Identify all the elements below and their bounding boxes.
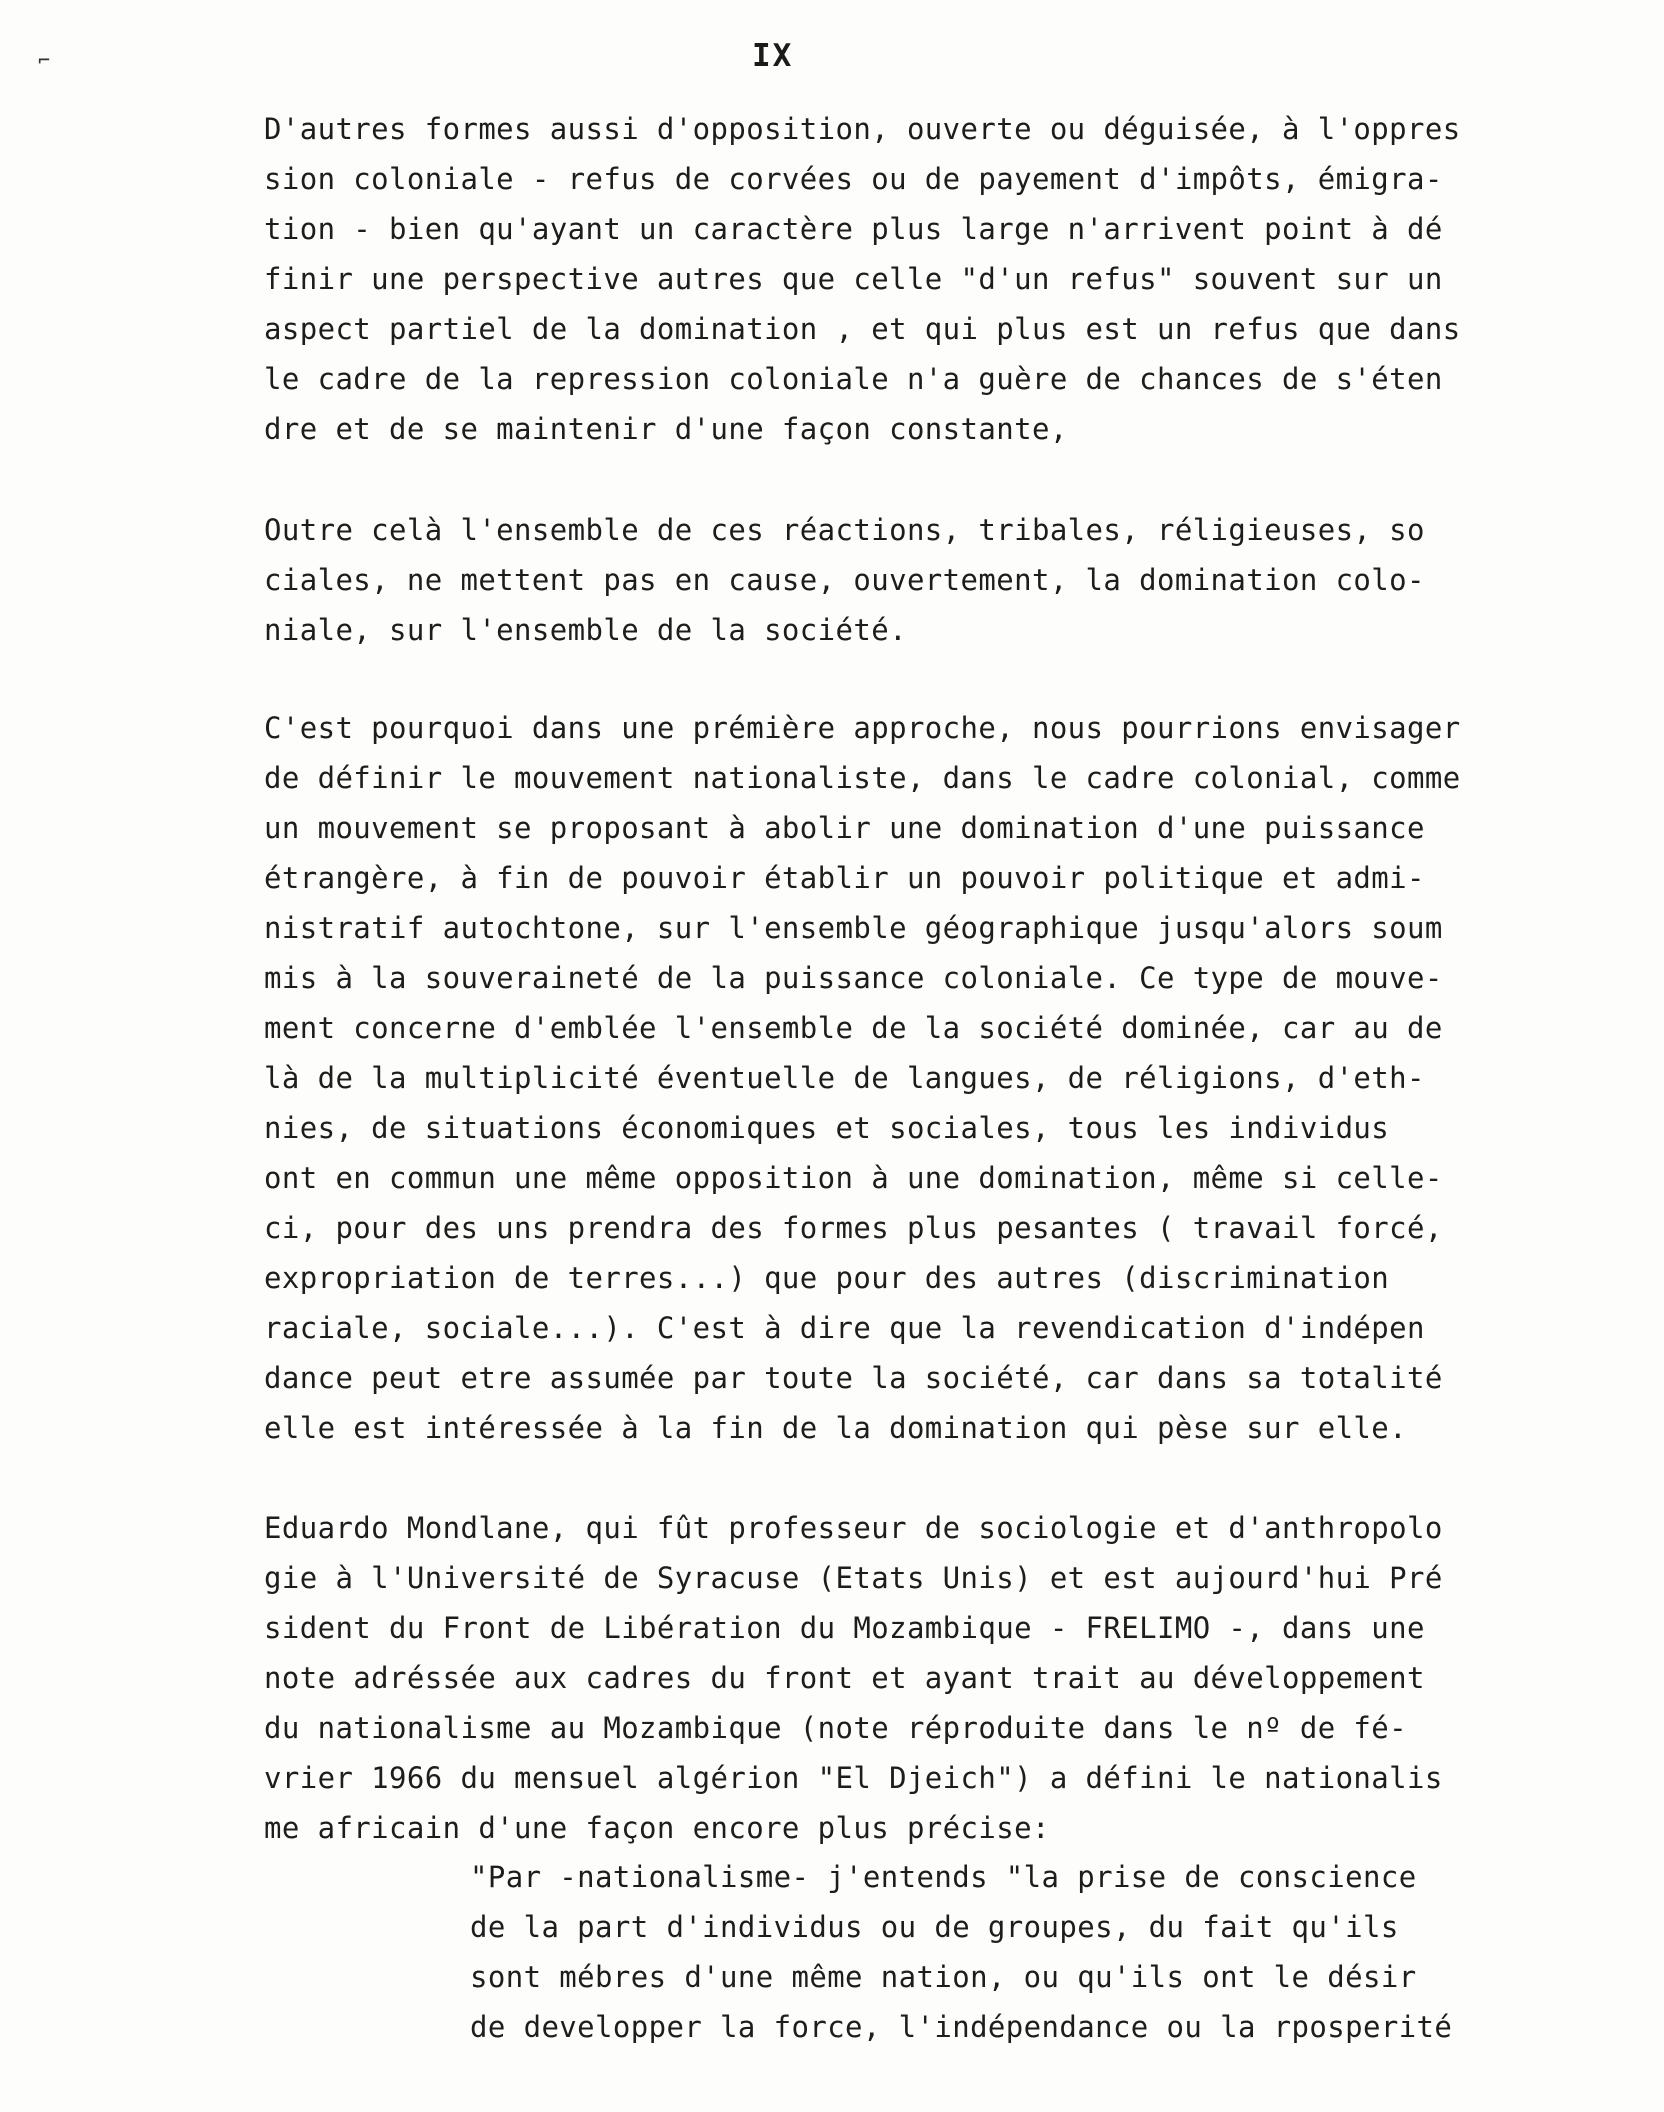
paragraph-3 xyxy=(264,703,1634,1453)
text-line: nistratif autochtone, sur l'ensemble géographique jusqu'alors soum xyxy=(264,911,1443,945)
text-line: ment concerne d'emblée l'ensemble de la société dominée, car au de xyxy=(264,1011,1443,1045)
text-line: ci, pour des uns prendra des formes plus pesantes ( travail forcé, xyxy=(264,1211,1443,1245)
text-line: note adréssée aux cadres du front et ayant trait au développement xyxy=(264,1661,1425,1695)
text-line: vrier 1966 du mensuel algérion "El Djeich") a défini le nationalis xyxy=(264,1761,1443,1795)
text-line: D'autres formes aussi d'opposition, ouverte ou déguisée, à l'oppres xyxy=(264,112,1461,146)
text-line: Outre celà l'ensemble de ces réactions, tribales, réligieuses, so xyxy=(264,513,1425,547)
text-line: ont en commun une même opposition à une domination, même si celle- xyxy=(264,1161,1443,1195)
text-line: dre et de se maintenir d'une façon constante, xyxy=(264,412,1068,446)
text-line: raciale, sociale...). C'est à dire que la revendication d'indépen xyxy=(264,1311,1425,1345)
text-line: me africain d'une façon encore plus précise: xyxy=(264,1811,1050,1845)
text-line: sident du Front de Libération du Mozambique - FRELIMO -, dans une xyxy=(264,1611,1425,1645)
text-line: le cadre de la repression coloniale n'a guère de chances de s'éten xyxy=(264,362,1443,396)
quote-line: de la part d'individus ou de groupes, du fait qu'ils xyxy=(470,1910,1399,1944)
text-line: mis à la souveraineté de la puissance coloniale. Ce type de mouve- xyxy=(264,961,1443,995)
page-number: IX xyxy=(752,38,794,74)
text-line: C'est pourquoi dans une prémière approche, nous pourrions envisager xyxy=(264,711,1461,745)
paragraph-4 xyxy=(264,1503,1634,1853)
text-line: là de la multiplicité éventuelle de langues, de réligions, d'eth- xyxy=(264,1061,1425,1095)
text-line: sion coloniale - refus de corvées ou de payement d'impôts, émigra- xyxy=(264,162,1443,196)
text-line: nies, de situations économiques et sociales, tous les individus xyxy=(264,1111,1390,1145)
text-line: elle est intéressée à la fin de la domination qui pèse sur elle. xyxy=(264,1411,1408,1445)
paragraph-1 xyxy=(264,104,1634,454)
block-quote xyxy=(470,1852,1640,2052)
text-line: étrangère, à fin de pouvoir établir un pouvoir politique et admi- xyxy=(264,861,1425,895)
quote-line: sont mébres d'une même nation, ou qu'ils ont le désir xyxy=(470,1960,1417,1994)
quote-line: "Par -nationalisme- j'entends "la prise de conscience xyxy=(470,1860,1417,1894)
text-line: de définir le mouvement nationaliste, dans le cadre colonial, comme xyxy=(264,761,1461,795)
quote-line: de developper la force, l'indépendance ou la rposperité xyxy=(470,2010,1453,2044)
text-line: aspect partiel de la domination , et qui plus est un refus que dans xyxy=(264,312,1461,346)
text-line: niale, sur l'ensemble de la société. xyxy=(264,613,907,647)
margin-mark: ⌐ xyxy=(38,48,51,72)
text-line: dance peut etre assumée par toute la société, car dans sa totalité xyxy=(264,1361,1443,1395)
text-line: expropriation de terres...) que pour des autres (discrimination xyxy=(264,1261,1390,1295)
text-line: du nationalisme au Mozambique (note réproduite dans le nº de fé- xyxy=(264,1711,1408,1745)
text-line: Eduardo Mondlane, qui fût professeur de sociologie et d'anthropolo xyxy=(264,1511,1443,1545)
text-line: tion - bien qu'ayant un caractère plus large n'arrivent point à dé xyxy=(264,212,1443,246)
text-line: ciales, ne mettent pas en cause, ouvertement, la domination colo- xyxy=(264,563,1425,597)
text-line: finir une perspective autres que celle "d'un refus" souvent sur un xyxy=(264,262,1443,296)
text-line: un mouvement se proposant à abolir une domination d'une puissance xyxy=(264,811,1425,845)
paragraph-2 xyxy=(264,505,1634,655)
text-line: gie à l'Université de Syracuse (Etats Unis) et est aujourd'hui Pré xyxy=(264,1561,1443,1595)
